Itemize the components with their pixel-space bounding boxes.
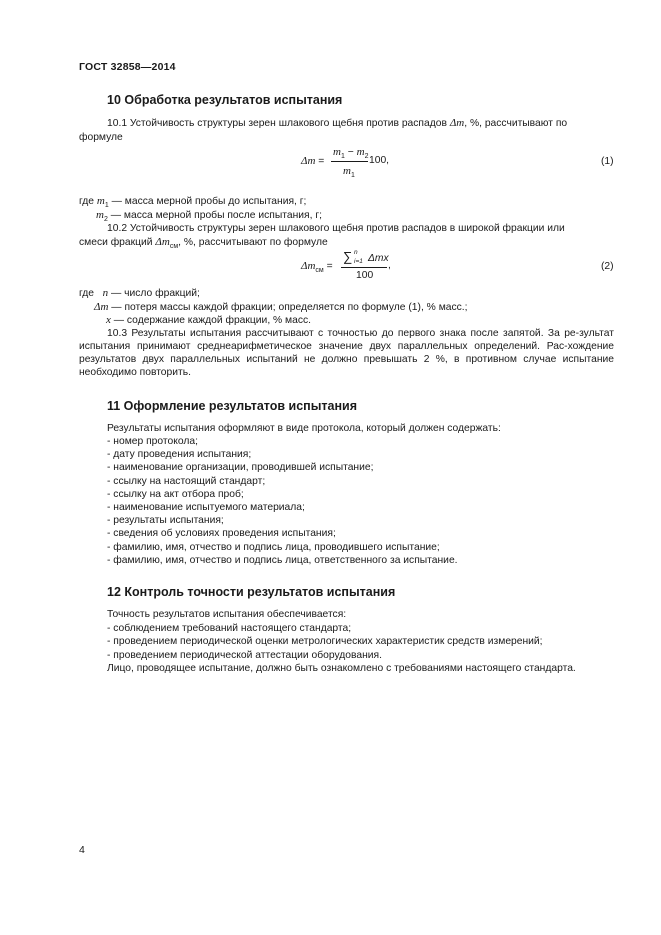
formula-1-numerator — [333, 146, 368, 160]
para-10-2-a: смеси фракций — [79, 237, 153, 248]
formula-1-tail: 100, — [369, 155, 390, 166]
def-x — [106, 314, 311, 327]
def-m1-text: — масса мерной пробы до испытания, г; — [111, 196, 307, 207]
formula-2 — [301, 260, 333, 274]
num-m1: m — [333, 146, 341, 158]
def-n-symbol: n — [102, 287, 109, 299]
list-item: - наименование организации, проводившей испытание; — [107, 462, 374, 474]
def-m1-sub: 1 — [104, 202, 109, 209]
list-item: - соблюдением требований настоящего стандарта; — [107, 623, 352, 634]
def-dm-symbol: Δm — [94, 301, 109, 313]
section-10-title: 10 Обработка результатов испытания — [107, 93, 343, 107]
num-m2-sub: 2 — [364, 153, 369, 160]
list-item: - сведения об условиях проведения испытания; — [107, 528, 336, 540]
delta-m-cm-sub: см — [169, 243, 179, 250]
formula-1-denominator — [343, 165, 355, 179]
list-item: - ссылку на настоящий стандарт; — [107, 475, 266, 487]
para-10-1-text: 10.1 Устойчивость структуры зерен шлакового щебня против распадов — [107, 118, 447, 129]
para-10-1-line1 — [107, 117, 567, 130]
den-m1-sub: 1 — [350, 172, 355, 179]
list-item: - проведением периодической оценки метрологических характеристик средств измерений; — [107, 636, 543, 648]
formula-2-equals: = — [326, 261, 333, 272]
document-header: ГОСТ 32858—2014 — [79, 61, 176, 73]
def-m2-text: — масса мерной пробы после испытания, г; — [110, 210, 322, 221]
section-12-intro: Точность результатов испытания обеспечивается: — [107, 609, 347, 620]
delta-m-symbol: Δm — [449, 117, 465, 129]
section-11-intro: Результаты испытания оформляют в виде протокола, который должен содержать: — [107, 423, 501, 434]
def-m2-symbol: m — [96, 209, 104, 221]
list-item: - проведением периодической аттестации оборудования. — [107, 649, 382, 661]
list-item: - дату проведения испытания; — [107, 449, 252, 461]
section-12-closing: Лицо, проводящее испытание, должно быть ознакомлено с требованиями настоящего стандарта. — [107, 663, 576, 674]
formula-1-lhs: Δm — [301, 155, 316, 167]
para-10-2-line1: 10.2 Устойчивость структуры зерен шлакового щебня против распадов в широкой фракции или — [107, 223, 565, 234]
formula-2-fraction-line — [341, 267, 387, 268]
page-number: 4 — [79, 844, 85, 856]
minus-sign: − — [347, 147, 354, 158]
para-10-1-end: , %, рассчитывают по — [464, 118, 568, 129]
delta-m-cm-symbol: Δm — [155, 236, 170, 248]
section-11-title: 11 Оформление результатов испытания — [107, 399, 358, 413]
sum-term: Δmx — [368, 253, 389, 264]
where2-label: где — [79, 288, 95, 299]
sum-top: n — [354, 249, 358, 256]
formula-1-fraction-line — [331, 161, 368, 162]
formula-2-denominator: 100 — [356, 270, 374, 281]
list-item: - наименование испытуемого материала; — [107, 502, 305, 513]
para-10-2-b: , %, рассчитывают по формуле — [178, 237, 328, 248]
def-x-symbol: x — [106, 314, 111, 326]
section-12-title: 12 Контроль точности результатов испытания — [107, 585, 396, 599]
den-m1: m — [343, 165, 351, 177]
list-item: - результаты испытания; — [107, 515, 224, 527]
formula-1-equals: = — [318, 156, 325, 167]
where-label: где — [79, 196, 95, 207]
list-item: - фамилию, имя, отчество и подпись лица, проводившего испытание; — [107, 541, 440, 553]
def-n — [79, 287, 200, 300]
formula-2-tail: , — [388, 260, 391, 271]
sum-bottom: i=1 — [354, 258, 363, 265]
num-m1-sub: 1 — [340, 153, 345, 160]
formula-1-number: (1) — [601, 156, 614, 167]
formula-2-lhs-sub: см — [315, 267, 324, 274]
formula-2-lhs: Δm — [301, 260, 316, 272]
formula-2-number: (2) — [601, 261, 614, 272]
def-x-text: — содержание каждой фракции, % масс. — [113, 315, 312, 326]
list-item: - номер протокола; — [107, 436, 198, 447]
list-item: - ссылку на акт отбора проб; — [107, 488, 244, 500]
formula-1 — [301, 155, 324, 167]
def-m1-symbol: m — [96, 195, 105, 207]
para-10-3: 10.3 Результаты испытания рассчитывают с точностью до первого знака после запятой. За ре-зультат испытания принимают среднеарифметическое значение двух параллельных определений. Рас-хождение результатов двух параллельных испытаний не должно превышать 2 %, в противном случае испытание необходимо повторить. — [79, 328, 614, 378]
num-m2: m — [356, 146, 365, 158]
sum-sign: ∑ — [343, 249, 353, 264]
para-10-1-line2: формуле — [79, 132, 123, 143]
list-item: - фамилию, имя, отчество и подпись лица, ответственного за испытание. — [107, 554, 458, 566]
def-n-text: — число фракций; — [111, 288, 200, 299]
def-m2-sub: 2 — [103, 216, 108, 223]
para-10-2-line2 — [79, 236, 328, 253]
def-dm-text: — потеря массы каждой фракции; определяется по формуле (1), % масс.; — [111, 302, 468, 313]
def-dm — [94, 301, 468, 314]
